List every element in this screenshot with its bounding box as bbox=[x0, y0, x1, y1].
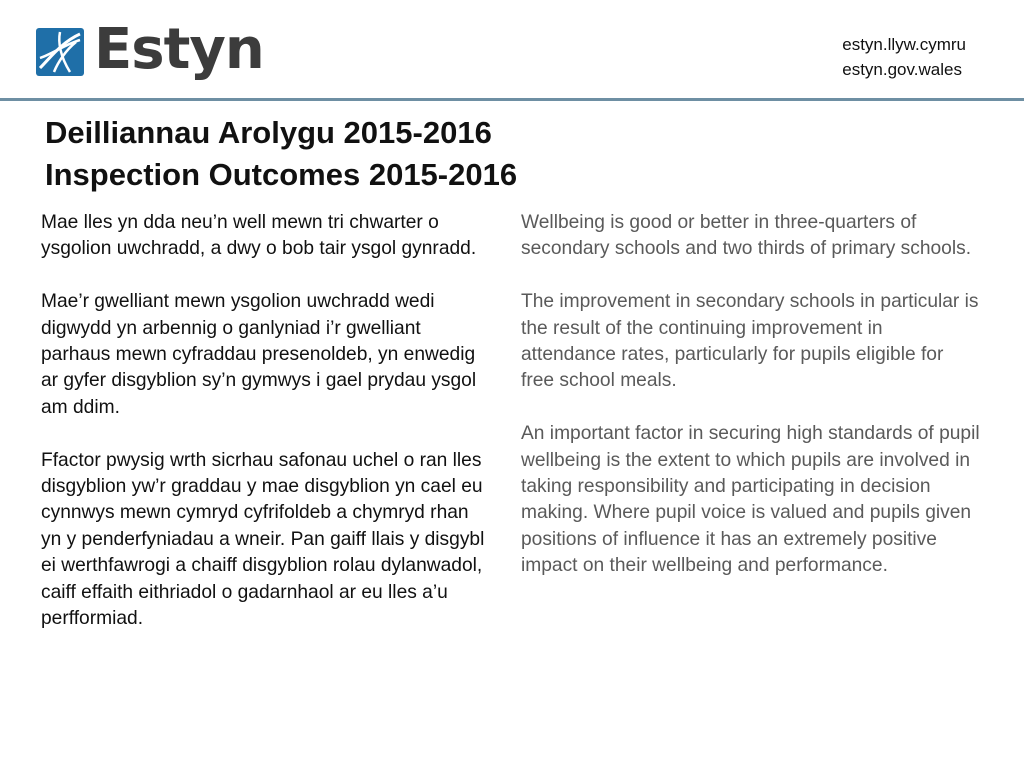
estyn-leaf-icon bbox=[36, 28, 84, 76]
welsh-column bbox=[41, 210, 491, 659]
english-paragraph-3: An important factor in securing high standards of pupil wellbeing is the extent to which pupils are involved in taking responsibility and participating in decision making. Where pupil voice is valued and pupils given positions of influence it has an extremely positive impact on their wellbeing and performance. bbox=[521, 423, 980, 577]
url-welsh[interactable]: estyn.llyw.cymru bbox=[842, 35, 966, 54]
website-links bbox=[842, 32, 966, 82]
english-paragraph-2: The improvement in secondary schools in particular is the result of the continuing improvement in attendance rates, particularly for pupils eligible for free school meals. bbox=[521, 291, 979, 392]
welsh-paragraph-2: Mae’r gwelliant mewn ysgolion uwchradd wedi digwydd yn arbennig o ganlyniad i’r gwelliant parhaus mewn cyfraddau presenoldeb, yn enwedig ar gyfer disgyblion sy’n gymwys i gael prydau ysgol am ddim. bbox=[41, 291, 477, 418]
url-english[interactable]: estyn.gov.wales bbox=[842, 60, 962, 79]
estyn-logo[interactable] bbox=[36, 17, 264, 82]
brand-name: Estyn bbox=[94, 17, 264, 82]
welsh-paragraph-1: Mae lles yn dda neu’n well mewn tri chwarter o ysgolion uwchradd, a dwy o bob tair ysgol gynradd. bbox=[41, 212, 477, 260]
welsh-paragraph-3: Ffactor pwysig wrth sicrhau safonau uchel o ran lles disgyblion yw’r graddau y mae disgyblion yn cael eu cynnwys mewn cymryd cyfrifoldeb a chymryd rhan yn y penderfyniadau a wneir. Pan gaiff llais y disgybl ei werthfawrogi a chaiff disgyblion rolau dylanwadol, caiff effaith eithriadol o gadarnhaol ar eu lles a’u perfformiad. bbox=[41, 449, 485, 630]
english-column bbox=[521, 210, 981, 606]
header bbox=[0, 0, 1024, 100]
english-paragraph-1: Wellbeing is good or better in three-quarters of secondary schools and two thirds of primary schools. bbox=[521, 212, 972, 260]
title-welsh: Deilliannau Arolygu 2015-2016 bbox=[45, 115, 492, 150]
page-title bbox=[45, 112, 517, 196]
header-divider bbox=[0, 98, 1024, 101]
title-english: Inspection Outcomes 2015-2016 bbox=[45, 157, 518, 192]
